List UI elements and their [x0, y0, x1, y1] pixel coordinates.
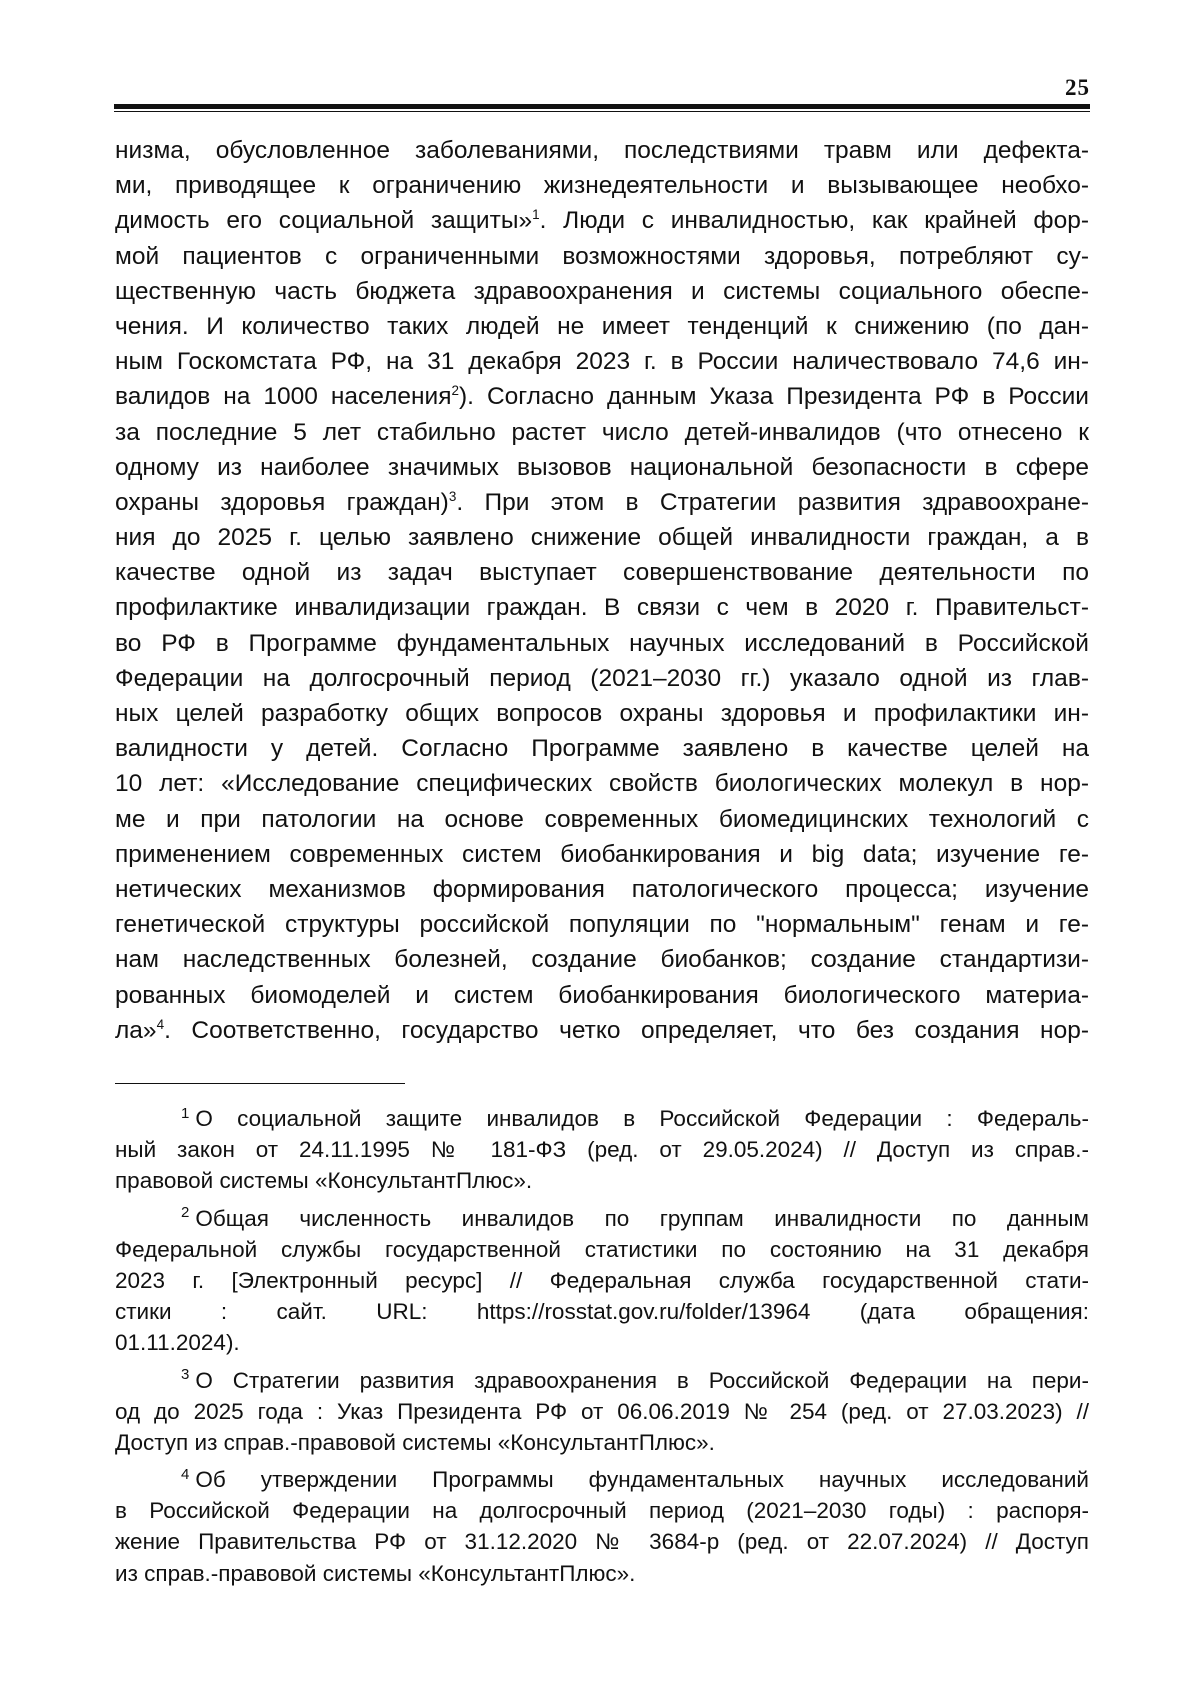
footnote-line: 01.11.2024).: [115, 1330, 240, 1356]
body-line: одному из наиболее значимых вызовов национальной безопасности в сфере: [115, 453, 1089, 481]
footnote-text: О Стратегии развития здравоохранения в Российской Федерации на пери-: [195, 1367, 1089, 1393]
body-line: нетических механизмов формирования патологического процесса; изучение: [115, 875, 1089, 903]
footnote-number: 2: [181, 1204, 190, 1222]
body-line: ме и при патологии на основе современных биомедицинских технологий с: [115, 805, 1089, 833]
footnote-line: в Российской Федерации на долгосрочный период (2021–2030 годы) : распоря-: [115, 1498, 1089, 1524]
body-line: мой пациентов с ограниченными возможностями здоровья, потребляют су-: [115, 242, 1089, 270]
footnote-ref-1[interactable]: 1: [532, 207, 540, 223]
body-line: ным Госкомстата РФ, на 31 декабря 2023 г. в России наличествовало 74,6 ин-: [115, 348, 1089, 376]
body-line-text: ). Согласно данным Указа Президента РФ в России: [459, 383, 1089, 411]
footnote-number: 4: [181, 1465, 190, 1483]
footnote-line: Доступ из справ.-правовой системы «КонсультантПлюс».: [115, 1429, 715, 1455]
body-line: [115, 485, 1089, 520]
footnote-3: [115, 1365, 1089, 1459]
body-line: щественную часть бюджета здравоохранения и системы социального обеспе-: [115, 277, 1089, 305]
footnote-number: 3: [181, 1366, 190, 1383]
body-line: [115, 379, 1089, 414]
body-line: генетической структуры российской популяции по "нормальным" генам и ге-: [115, 911, 1089, 939]
page-number: 25: [1065, 75, 1090, 100]
body-line-text: . При этом в Стратегии развития здравоохране-: [456, 488, 1089, 516]
footnote-line: ный закон от 24.11.1995 № 181-ФЗ (ред. от 29.05.2024) // Доступ из справ.-: [115, 1137, 1089, 1163]
body-line: чения. И количество таких людей не имеет тенденций к снижению (по дан-: [115, 312, 1089, 340]
body-line: валидности у детей. Согласно Программе заявлено в качестве целей на: [115, 735, 1089, 763]
body-line: Федерации на долгосрочный период (2021–2030 гг.) указало одной из глав-: [115, 664, 1089, 692]
header-rule-thin: [114, 111, 1090, 112]
footnote-line: стики : сайт. URL: https://rosstat.gov.ru/folder/13964 (дата обращения:: [115, 1299, 1089, 1325]
body-line: ния до 2025 г. целью заявлено снижение общей инвалидности граждан, а в: [115, 524, 1089, 552]
footnote-1: [115, 1103, 1089, 1197]
body-line: 10 лет: «Исследование специфических свойств биологических молекул в нор-: [115, 770, 1089, 798]
body-line: во РФ в Программе фундаментальных научных исследований в Российской: [115, 629, 1089, 657]
footnote-number: 1: [181, 1104, 190, 1122]
footnote-line: 2023 г. [Электронный ресурс] // Федеральная служба государственной стати-: [115, 1267, 1089, 1293]
body-line: ми, приводящее к ограничению жизнедеятельности и вызывающее необхо-: [115, 172, 1089, 200]
body-line: [115, 1013, 1089, 1048]
footnote-line: [115, 1103, 1089, 1134]
body-line-text: димость его социальной защиты»: [115, 207, 533, 235]
footnote-line: [115, 1203, 1089, 1234]
body-line: рованных биомоделей и систем биобанкирования биологического материа-: [115, 981, 1089, 1009]
footnote-rule: [115, 1083, 405, 1084]
footnote-2: [115, 1203, 1089, 1359]
body-line-text: валидов на 1000 населения: [115, 383, 452, 411]
header-rule: [114, 104, 1090, 109]
footnote-4: [115, 1464, 1089, 1589]
body-line: за последние 5 лет стабильно растет число детей-инвалидов (что отнесено к: [115, 418, 1089, 446]
footnotes: [115, 1103, 1089, 1595]
body-line: качестве одной из задач выступает совершенствование деятельности по: [115, 559, 1089, 587]
footnote-line: правовой системы «КонсультантПлюс».: [115, 1168, 533, 1194]
footnote-line: [115, 1464, 1089, 1495]
body-line: ных целей разработку общих вопросов охраны здоровья и профилактики ин-: [115, 700, 1089, 727]
footnote-line: жение Правительства РФ от 31.12.2020 № 3684-р (ред. от 22.07.2024) // Доступ: [115, 1529, 1089, 1555]
body-line: применением современных систем биобанкирования и big data; изучение ге-: [115, 840, 1089, 868]
footnote-text: Общая численность инвалидов по группам инвалидности по данным: [195, 1205, 1089, 1231]
footnote-text: О социальной защите инвалидов в Российской Федерации : Федераль-: [195, 1106, 1089, 1131]
footnote-ref-4[interactable]: 4: [156, 1016, 165, 1032]
body-line-text: . Люди с инвалидностью, как крайней фор-: [539, 207, 1089, 235]
footnote-line: од до 2025 года : Указ Президента РФ от 06.06.2019 № 254 (ред. от 27.03.2023) //: [115, 1398, 1089, 1424]
footnote-line: [115, 1365, 1089, 1396]
footnote-ref-3[interactable]: 3: [448, 488, 457, 504]
body-line: низма, обусловленное заболеваниями, последствиями травм или дефекта-: [115, 137, 1089, 164]
body-line: [115, 203, 1089, 238]
footnote-text: Об утверждении Программы фундаментальных научных исследований: [195, 1467, 1089, 1493]
body-line-text: . Соответственно, государство четко определяет, что без создания нор-: [164, 1016, 1089, 1044]
body-line: нам наследственных болезней, создание биобанков; создание стандартизи-: [115, 946, 1089, 974]
body-text: [115, 133, 1089, 1048]
footnote-line: из справ.-правовой системы «КонсультантПлюс».: [115, 1560, 636, 1586]
body-line-text: охраны здоровья граждан): [115, 488, 449, 516]
body-line: профилактике инвалидизации граждан. В связи с чем в 2020 г. Правительст-: [115, 594, 1089, 622]
footnote-ref-2[interactable]: 2: [451, 383, 460, 399]
footnote-line: Федеральной службы государственной статистики по состоянию на 31 декабря: [115, 1236, 1089, 1262]
body-line-text: ла»: [115, 1016, 157, 1044]
